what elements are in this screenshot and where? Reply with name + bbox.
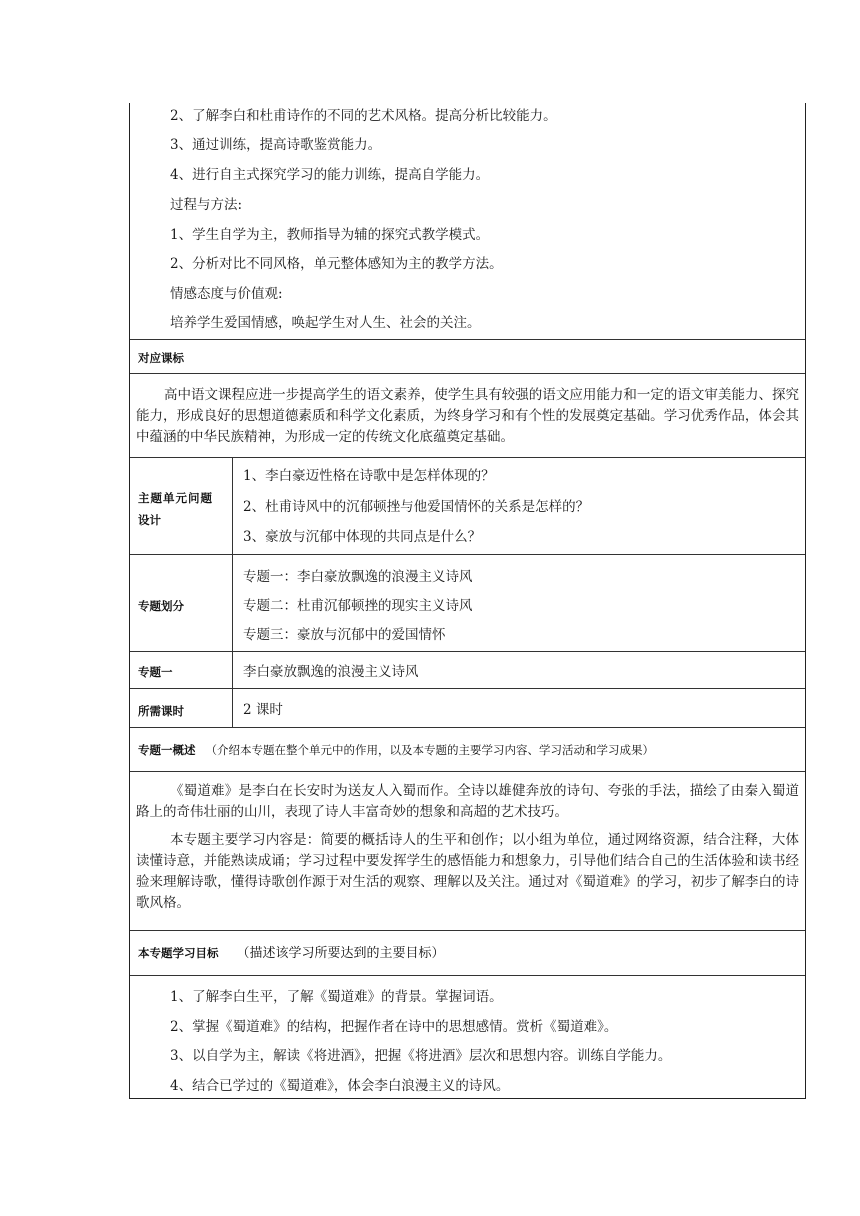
topic-one-label: 专题一 [138, 665, 173, 679]
emotion-line: 培养学生爱国情感，唤起学生对人生、社会的关注。 [170, 315, 481, 331]
goal-line: 2、了解李白和杜甫诗作的不同的艺术风格。提高分析比较能力。 [170, 108, 557, 124]
objective-item: 1、了解李白生平，了解《蜀道难》的背景。掌握词语。 [170, 989, 503, 1005]
standard-label: 对应课标 [138, 351, 184, 365]
unit-question-item: 3、豪放与沉郁中体现的共同点是什么？ [243, 529, 482, 545]
divider [130, 771, 805, 772]
unit-questions-label-line2: 设计 [138, 513, 161, 527]
topics-label: 专题划分 [138, 599, 184, 613]
divider [130, 975, 805, 976]
objectives-label: 本专题学习目标 [138, 946, 219, 960]
overview-paragraph-1: 《蜀道难》是李白在长安时为送友人入蜀而作。全诗以雄健奔放的诗句、夸张的手法，描绘了由秦入蜀道路上的奇伟壮丽的山川，表现了诗人丰富奇妙的想象和高超的艺术技巧。 [136, 783, 799, 820]
objective-item: 4、结合已学过的《蜀道难》，体会李白浪漫主义的诗风。 [170, 1078, 510, 1094]
objective-item: 2、掌握《蜀道难》的结构，把握作者在诗中的思想感情。赏析《蜀道难》。 [170, 1019, 618, 1035]
process-line: 1、学生自学为主，教师指导为辅的探究式教学模式。 [170, 227, 490, 243]
standard-text: 高中语文课程应进一步提高学生的语文素养，使学生具有较强的语文应用能力和一定的语文审美能力、探究能力，形成良好的思想道德素质和科学文化素质，为终身学习和有个性的发展奠定基础。学习优秀作品，体会其中蕴涵的中华民族精神，为形成一定的传统文化底蕴奠定基础。 [136, 387, 799, 445]
hours-label: 所需课时 [138, 704, 184, 718]
overview-label: 专题一概述 [138, 743, 196, 757]
column-divider [232, 457, 233, 727]
unit-question-item: 2、杜甫诗风中的沉郁顿挫与他爱国情怀的关系是怎样的？ [243, 499, 590, 515]
topic-item: 专题三：豪放与沉郁中的爱国情怀 [243, 627, 446, 643]
process-heading: 过程与方法: [170, 197, 243, 213]
divider [130, 373, 805, 374]
overview-label-row [138, 741, 654, 759]
objectives-note: （描述该学习所要达到的主要目标） [236, 946, 445, 961]
overview-paragraph-2: 本专题主要学习内容是：简要的概括诗人的生平和创作；以小组为单位，通过网络资源，结合注释，大体读懂诗意，并能熟读成诵；学习过程中要发挥学生的感悟能力和想象力，引导他们结合自己的生活体验和读书经验来理解诗歌，懂得诗歌创作源于对生活的观察、理解以及关注。通过对《蜀道难》的学习，初步了解李白的诗歌风格。 [136, 832, 799, 911]
unit-questions-label [138, 489, 213, 507]
overview-note: （介绍本专题在整个单元中的作用，以及本专题的主要学习内容、学习活动和学习成果） [205, 743, 655, 757]
lesson-plan-table [129, 103, 806, 1099]
divider [130, 339, 805, 340]
divider [130, 727, 805, 728]
process-line: 2、分析对比不同风格，单元整体感知为主的教学方法。 [170, 256, 503, 272]
hours-value: 2 课时 [243, 702, 283, 718]
divider [130, 930, 805, 931]
emotion-heading: 情感态度与价值观: [170, 286, 283, 302]
goal-line: 4、进行自主式探究学习的能力训练，提高自学能力。 [170, 167, 490, 183]
unit-question-item: 1、李白豪迈性格在诗歌中是怎样体现的？ [243, 468, 495, 484]
topic-one-value: 李白豪放飘逸的浪漫主义诗风 [243, 664, 419, 680]
objective-item: 3、以自学为主，解读《将进酒》，把握《将进酒》层次和思想内容。训练自学能力。 [170, 1048, 672, 1064]
topic-item: 专题二：杜甫沉郁顿挫的现实主义诗风 [243, 598, 473, 614]
objectives-label-row [138, 944, 445, 963]
topic-item: 专题一：李白豪放飘逸的浪漫主义诗风 [243, 569, 473, 585]
unit-questions-label-line1: 主题单元问题 [138, 491, 213, 505]
goal-line: 3、通过训练，提高诗歌鉴赏能力。 [170, 137, 382, 153]
